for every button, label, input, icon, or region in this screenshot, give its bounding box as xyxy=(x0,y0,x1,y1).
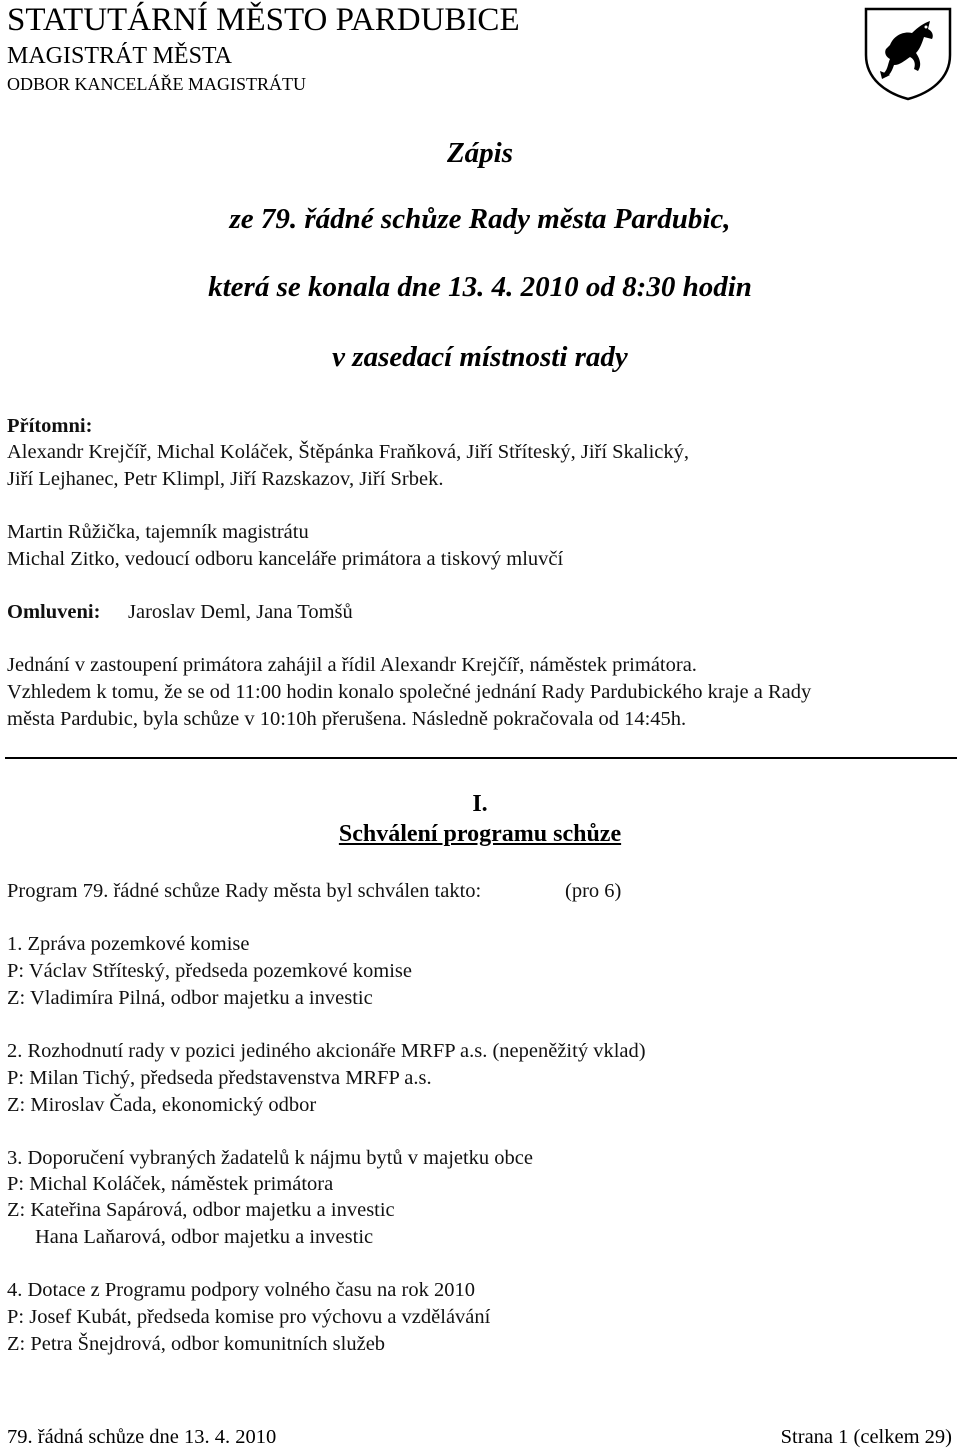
present-label: Přítomni: xyxy=(7,415,93,437)
agenda-item-3-presenter: P: Michal Koláček, náměstek primátora xyxy=(7,1173,334,1195)
agenda-item-4-processor: Z: Petra Šnejdrová, odbor komunitních služeb xyxy=(7,1333,386,1355)
present-list-line-1: Alexandr Krejčíř, Michal Koláček, Štěpánka Fraňková, Jiří Stříteský, Jiří Skalický, xyxy=(7,441,690,463)
section-numeral: I. xyxy=(472,791,488,817)
title-line-2: která se konala dne 13. 4. 2010 od 8:30 hodin xyxy=(208,271,752,303)
pardubice-coat-of-arms-icon xyxy=(860,5,956,101)
present-list-line-2: Jiří Lejhanec, Petr Klimpl, Jiří Razskazov, Jiří Srbek. xyxy=(7,468,444,490)
agenda-item-1-presenter: P: Václav Stříteský, předseda pozemkové komise xyxy=(7,960,412,982)
program-approval-text: Program 79. řádné schůze Rady města byl schválen takto: xyxy=(7,880,482,902)
agenda-item-2-presenter: P: Milan Tichý, předseda představenstva MRFP a.s. xyxy=(7,1067,432,1089)
department-name: ODBOR KANCELÁŘE MAGISTRÁTU xyxy=(7,74,307,94)
agenda-item-1-title: 1. Zpráva pozemkové komise xyxy=(7,933,250,955)
section-heading: Schválení programu schůze xyxy=(338,821,622,847)
title-line-1: ze 79. řádné schůze Rady města Pardubic, xyxy=(229,203,731,235)
footer-meeting: 79. řádná schůze dne 13. 4. 2010 xyxy=(7,1426,277,1448)
excused-names: Jaroslav Deml, Jana Tomšů xyxy=(128,601,353,623)
guest-2: Michal Zitko, vedoucí odboru kanceláře primátora a tiskový mluvčí xyxy=(7,548,564,570)
agenda-item-4-presenter: P: Josef Kubát, předseda komise pro výchovu a vzdělávání xyxy=(7,1306,491,1328)
title-line-3: v zasedací místnosti rady xyxy=(332,341,628,373)
agenda-item-3-processor: Z: Kateřina Sapárová, odbor majetku a investic xyxy=(7,1199,395,1221)
agenda-item-2-title: 2. Rozhodnutí rady v pozici jediného akcionáře MRFP a.s. (nepeněžitý vklad) xyxy=(7,1040,646,1062)
intro-line-3: města Pardubic, byla schůze v 10:10h přerušena. Následně pokračovala od 14:45h. xyxy=(7,708,687,730)
vote-result: (pro 6) xyxy=(565,880,622,902)
agenda-item-3-processor-2: Hana Laňarová, odbor majetku a investic xyxy=(35,1226,374,1248)
guest-1: Martin Růžička, tajemník magistrátu xyxy=(7,521,309,543)
intro-line-2: Vzhledem k tomu, že se od 11:00 hodin konalo společné jednání Rady Pardubického kraje a Rady xyxy=(7,681,812,703)
agenda-item-2-processor: Z: Miroslav Čada, ekonomický odbor xyxy=(7,1094,317,1116)
section-divider xyxy=(5,757,957,759)
city-name: STATUTÁRNÍ MĚSTO PARDUBICE xyxy=(7,2,520,38)
agenda-item-3-title: 3. Doporučení vybraných žadatelů k nájmu bytů v majetku obce xyxy=(7,1147,534,1169)
document-heading: Zápis xyxy=(446,137,514,169)
agenda-item-1-processor: Z: Vladimíra Pilná, odbor majetku a investic xyxy=(7,987,373,1009)
excused-label: Omluveni: xyxy=(7,601,101,623)
footer-page-number: Strana 1 (celkem 29) xyxy=(780,1426,952,1448)
agenda-item-4-title: 4. Dotace z Programu podpory volného času na rok 2010 xyxy=(7,1279,475,1301)
intro-line-1: Jednání v zastoupení primátora zahájil a řídil Alexandr Krejčíř, náměstek primátora. xyxy=(7,654,697,676)
office-name: MAGISTRÁT MĚSTA xyxy=(7,43,232,69)
